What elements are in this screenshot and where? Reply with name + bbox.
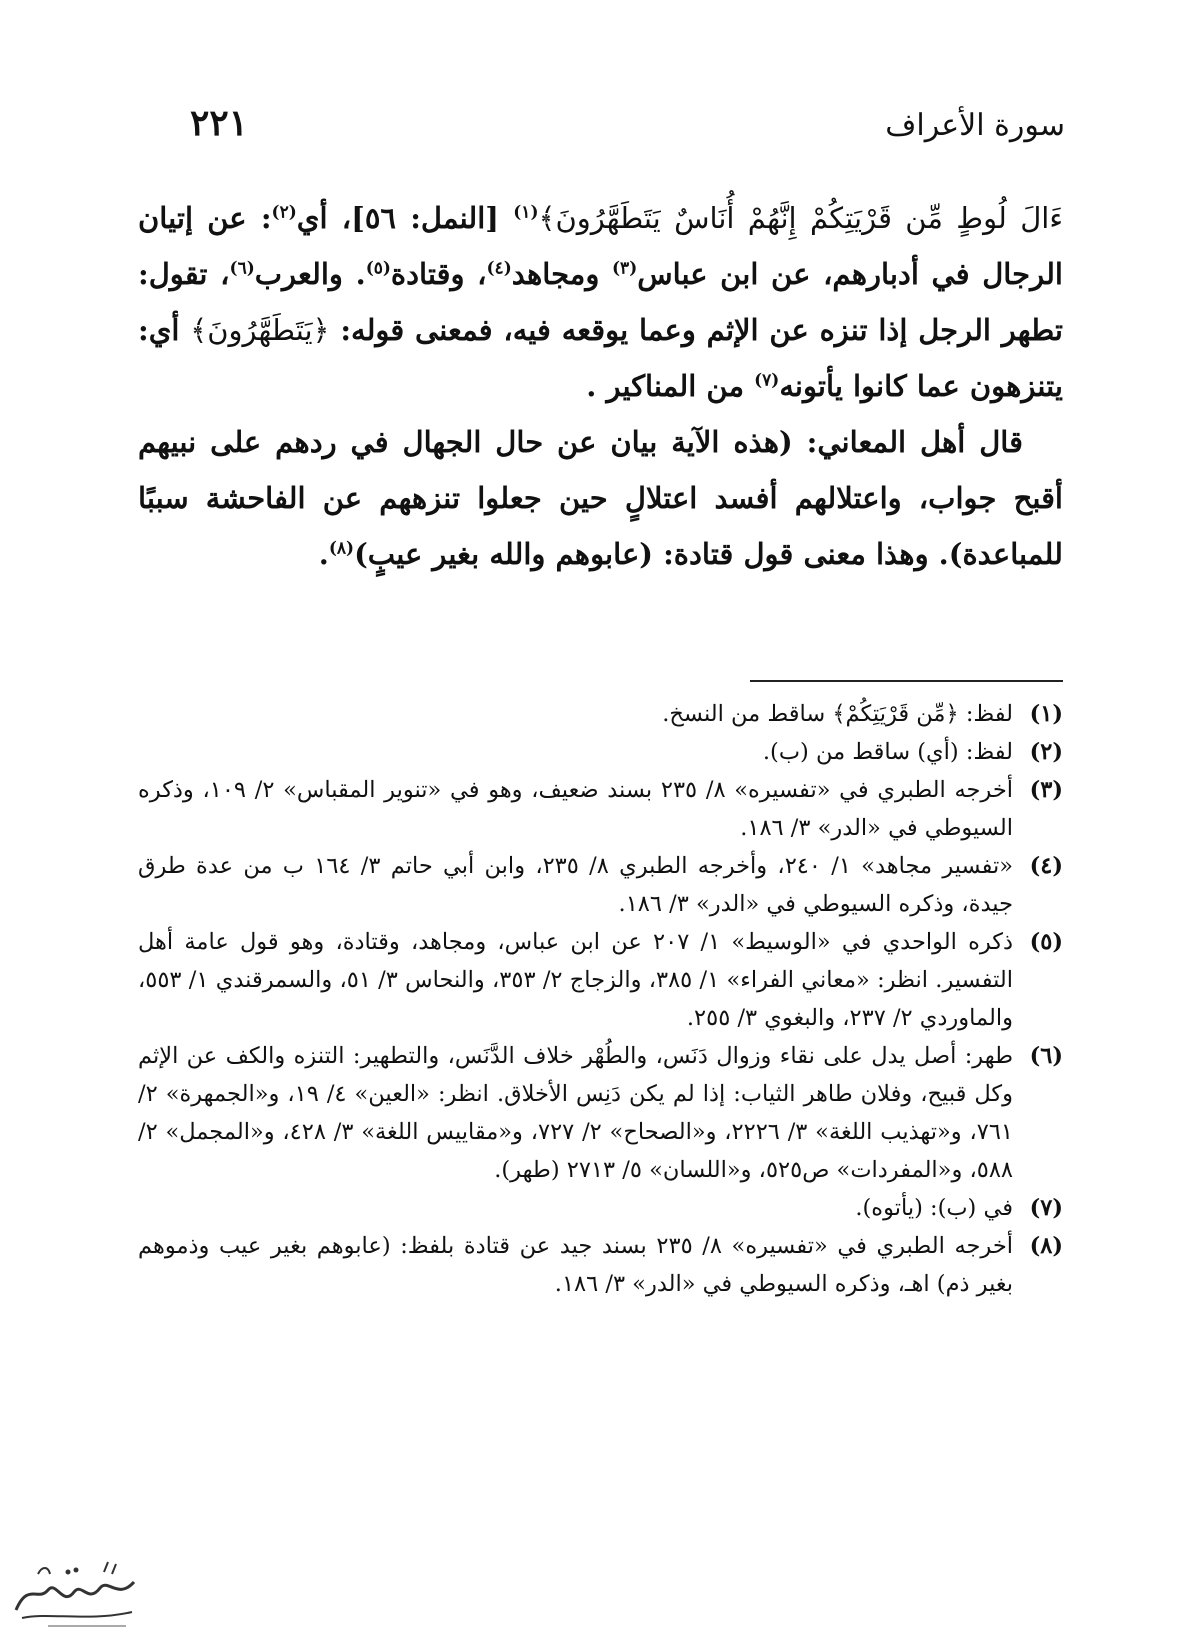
text-segment: من المناكير .: [586, 369, 755, 403]
footnote-7: [138, 1189, 1063, 1227]
footnote-ref-8: (٨): [328, 538, 355, 559]
footnote-text: لفظ: ﴿مِّن قَرْيَتِكُمْ﴾ ساقط من النسخ.: [662, 701, 1013, 727]
page-header: [190, 100, 1065, 150]
footnote-6: [138, 1037, 1063, 1189]
footnote-number: (٢): [1029, 739, 1063, 765]
footnote-number: (٨): [1029, 1233, 1063, 1259]
footnote-ref-3: (٣): [612, 258, 638, 279]
text-segment: . والعرب: [254, 257, 366, 291]
text-segment: [النمل: ٥٦]، أي: [296, 201, 514, 235]
footnote-number: (١): [1029, 701, 1063, 727]
footnote-ref-1: (١): [513, 202, 539, 223]
footnote-number: (٧): [1029, 1195, 1063, 1221]
footnote-4: [138, 847, 1063, 923]
footnote-ref-5: (٥): [365, 258, 391, 279]
footnote-1: [138, 695, 1063, 733]
footnote-text: «تفسير مجاهد» ١/ ٢٤٠، وأخرجه الطبري ٨/ ٢٣٥، وابن أبي حاتم ٣/ ١٦٤ ب من عدة طرق جيدة، وذكره السيوطي في «الدر» ٣/ ١٨٦.: [138, 853, 1014, 917]
footnote-text: ذكره الواحدي في «الوسيط» ١/ ٢٠٧ عن ابن عباس، ومجاهد، وقتادة، وهو قول عامة أهل التفسير. انظر: «معاني الفراء» ١/ ٣٨٥، والزجاج ٢/ ٣٥٣، والنحاس ٣/ ٥١، والسمرقندي ١/ ٥٥٣، والماوردي ٢/ ٢٣٧، والبغوي ٣/ ٢٥٥.: [138, 929, 1014, 1031]
quran-word: ﴿يَتَطَهَّرُونَ﴾: [190, 313, 330, 347]
footnote-number: (٥): [1029, 929, 1063, 955]
text-segment: .: [318, 537, 329, 571]
text-segment: أي: يتنزهون عما كانوا يأتونه: [138, 313, 1063, 403]
publisher-logo-icon: [8, 1552, 143, 1632]
footnote-text: أخرجه الطبري في «تفسيره» ٨/ ٢٣٥ بسند ضعيف، وهو في «تنوير المقباس» ٢/ ١٠٩، وذكره السيوطي في «الدر» ٣/ ١٨٦.: [138, 777, 1013, 841]
footnote-number: (٣): [1029, 777, 1063, 803]
footnote-8: [138, 1227, 1063, 1303]
paragraph-2: [138, 414, 1063, 582]
quran-verse: ءَالَ لُوطٍ مِّن قَرْيَتِكُمْ إِنَّهُمْ أُنَاسٌ يَتَطَهَّرُونَ﴾: [538, 201, 1063, 235]
footnote-ref-4: (٤): [486, 258, 512, 279]
text-segment: ، وقتادة: [390, 257, 487, 291]
main-text: [138, 190, 1063, 582]
footnote-text: أخرجه الطبري في «تفسيره» ٨/ ٢٣٥ بسند جيد عن قتادة بلفظ: (عابوهم بغير عيب وذموهم بغير ذم) اهـ، وذكره السيوطي في «الدر» ٣/ ١٨٦.: [138, 1233, 1014, 1297]
footnote-divider: [750, 680, 1063, 682]
footnote-number: (٦): [1029, 1043, 1063, 1069]
text-segment: ومجاهد: [511, 257, 612, 291]
text-segment: : عن إتيان الرجال في أدبارهم، عن ابن عباس: [138, 201, 1063, 291]
footnote-text: طهر: أصل يدل على نقاء وزوال دَنَس، والطُهْر خلاف الدَّنَس، والتطهير: التنزه والكف عن الإثم وكل قبيح، وفلان طاهر الثياب: إذا لم يكن دَنِس الأخلاق. انظر: «العين» ٤/ ١٩، و«الجمهرة» ٢/ ٧٦١، و«تهذيب اللغة» ٣/ ٢٢٢٦، و«الصحاح» ٢/ ٧٢٧، و«مقاييس اللغة» ٣/ ٤٢٨، و«المجمل» ٢/ ٥٨٨، و«المفردات» ص٥٢٥، و«اللسان» ٥/ ٢٧١٣ (طهر).: [138, 1043, 1014, 1183]
footnote-text: لفظ: (أي) ساقط من (ب).: [762, 739, 1013, 765]
paragraph-1: [138, 190, 1063, 414]
footnote-3: [138, 771, 1063, 847]
footnote-ref-7: (٧): [754, 370, 780, 391]
text-segment: قال أهل المعاني: (هذه الآية بيان عن حال الجهال في ردهم على نبيهم أقبح جواب، واعتلالهم أفسد اعتلالٍ حين جعلوا تنزههم عن الفاحشة سببًا للمباعدة). وهذا معنى قول قتادة: (عابوهم والله بغير عيبٍ): [138, 425, 1063, 571]
footnotes: [138, 695, 1063, 1303]
footnote-ref-2: (٢): [271, 202, 297, 223]
footnote-5: [138, 923, 1063, 1037]
page-number: ٢٢١: [190, 102, 249, 144]
surah-title: سورة الأعراف: [885, 108, 1065, 143]
footnote-number: (٤): [1029, 853, 1063, 879]
text-segment: ، تقول: تطهر الرجل إذا تنزه عن الإثم وعما يوقعه فيه، فمعنى قوله:: [138, 257, 1064, 347]
footnote-2: [138, 733, 1063, 771]
footnote-ref-6: (٦): [229, 258, 255, 279]
calligraphy-logo-icon: [8, 1552, 143, 1632]
footnote-text: في (ب): (يأتوه).: [855, 1195, 1013, 1221]
